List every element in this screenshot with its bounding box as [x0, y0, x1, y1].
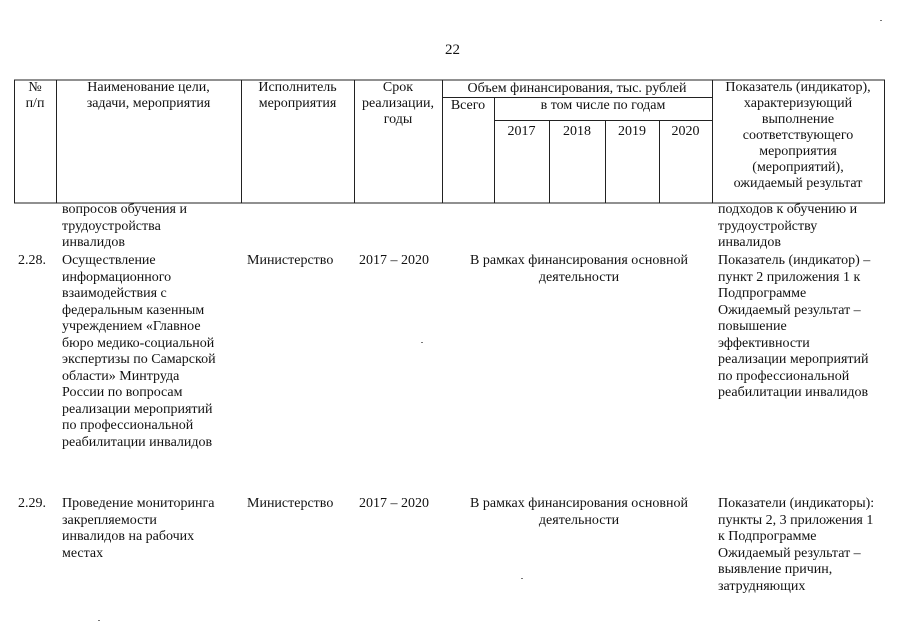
row-indicator-line: пункт 2 приложения 1 к	[718, 269, 861, 285]
header-funding: Объем финансирования, тыс. рублей	[467, 81, 687, 96]
scan-speck	[521, 578, 523, 579]
header-name-line: задачи, мероприятия	[86, 96, 211, 111]
row-indicator-line: по профессиональной	[718, 368, 850, 384]
header-number	[14, 80, 56, 112]
row-name-line: реабилитации инвалидов	[62, 434, 213, 450]
row-funding-line: В рамках финансирования основной	[470, 253, 688, 268]
row-indicator-line: пункты 2, 3 приложения 1	[718, 512, 874, 528]
continuation-indicator-line: трудоустройству	[718, 218, 818, 234]
row-indicator-line: Показатели (индикаторы):	[718, 496, 875, 511]
header-indicator-line: (мероприятий),	[752, 160, 844, 175]
row-indicator-line: реализации мероприятий	[718, 352, 869, 367]
header-term-line: Срок	[382, 80, 414, 95]
row-name-line: информационного	[62, 269, 172, 285]
row-name-line: закрепляемости	[62, 512, 157, 528]
header-indicator-line: Показатель (индикатор),	[725, 80, 871, 95]
header-executor-line: Исполнитель	[258, 80, 337, 95]
header-term-line: годы	[383, 112, 413, 127]
row-indicator-line: Подпрограмме	[718, 286, 807, 301]
header-name	[56, 80, 241, 112]
row-name	[62, 496, 214, 562]
header-indicator-line: характеризующий	[743, 96, 853, 111]
header-executor-line: мероприятия	[258, 96, 337, 111]
header-indicator-line: ожидаемый результат	[733, 176, 863, 191]
row-name-line: области» Минтруда	[62, 368, 180, 384]
row-name-line: по профессиональной	[62, 418, 194, 433]
continuation-name-line: инвалидов	[62, 235, 125, 250]
header-name-line: Наименование цели,	[87, 80, 210, 95]
header-term	[354, 80, 442, 128]
header-indicator-line: выполнение	[761, 112, 835, 127]
row-funding	[448, 496, 710, 529]
row-name-line: Проведение мониторинга	[62, 496, 215, 511]
row-number: 2.29.	[18, 496, 46, 511]
row-executor: Министерство	[247, 253, 334, 268]
row-name-line: федеральным казенным	[62, 302, 205, 318]
row-name-line: Осуществление	[62, 253, 156, 268]
row-name-line: реализации мероприятий	[62, 401, 213, 417]
row-funding	[448, 253, 710, 286]
row-funding-line: деятельности	[538, 269, 620, 285]
continuation-name-line: вопросов обучения и	[62, 202, 187, 217]
header-total: Всего	[450, 98, 486, 113]
header-indicator-line: мероприятия	[759, 144, 837, 159]
header-indicator	[712, 80, 884, 192]
row-indicator-line: выявление причин,	[718, 562, 833, 577]
row-name-line: экспертизы по Самарской	[62, 352, 216, 367]
row-indicator-line: эффективности	[718, 335, 810, 351]
header-term-line: реализации,	[362, 96, 434, 111]
continuation-indicator-line: подходов к обучению и	[718, 202, 858, 217]
row-indicator-line: Ожидаемый результат –	[718, 302, 861, 318]
row-executor: Министерство	[247, 496, 334, 511]
header-year-2017: 2017	[507, 124, 536, 139]
header-year-2018: 2018	[563, 124, 591, 139]
row-name-line: учреждением «Главное	[62, 319, 201, 334]
row-name-line: местах	[62, 545, 104, 561]
header-indicator-line: соответствующего	[742, 128, 854, 143]
row-indicator	[718, 253, 870, 402]
continuation-name	[62, 202, 187, 252]
header-year-2020: 2020	[671, 124, 700, 139]
scan-speck	[880, 20, 882, 21]
row-indicator-line: реабилитации инвалидов	[718, 385, 869, 400]
row-indicator	[718, 496, 874, 595]
row-funding-line: деятельности	[538, 512, 620, 528]
row-term: 2017 – 2020	[359, 253, 429, 268]
header-executor	[241, 80, 354, 112]
row-funding-line: В рамках финансирования основной	[470, 496, 688, 511]
row-indicator-line: затрудняющих	[718, 578, 806, 594]
row-indicator-line: Ожидаемый результат –	[718, 545, 861, 561]
row-name-line: России по вопросам	[62, 385, 183, 400]
row-number: 2.28.	[18, 253, 46, 268]
scan-speck	[98, 620, 100, 621]
header-year-2019: 2019	[618, 124, 646, 139]
row-name-line: взаимодействия с	[62, 286, 167, 301]
scan-speck	[421, 342, 423, 343]
page-number: 22	[445, 42, 460, 58]
continuation-name-line: трудоустройства	[62, 218, 161, 234]
continuation-indicator	[718, 202, 857, 252]
row-name	[62, 253, 216, 451]
header-by-years: в том числе по годам	[540, 98, 666, 113]
continuation-indicator-line: инвалидов	[718, 235, 781, 250]
row-indicator-line: к Подпрограмме	[718, 529, 817, 544]
row-term: 2017 – 2020	[359, 496, 429, 511]
header-number-line: №	[28, 80, 42, 95]
row-indicator-line: повышение	[718, 319, 787, 334]
row-name-line: инвалидов на рабочих	[62, 529, 195, 544]
row-indicator-line: Показатель (индикатор) –	[718, 253, 871, 268]
header-number-line: п/п	[25, 96, 45, 111]
row-name-line: бюро медико-социальной	[62, 335, 215, 351]
